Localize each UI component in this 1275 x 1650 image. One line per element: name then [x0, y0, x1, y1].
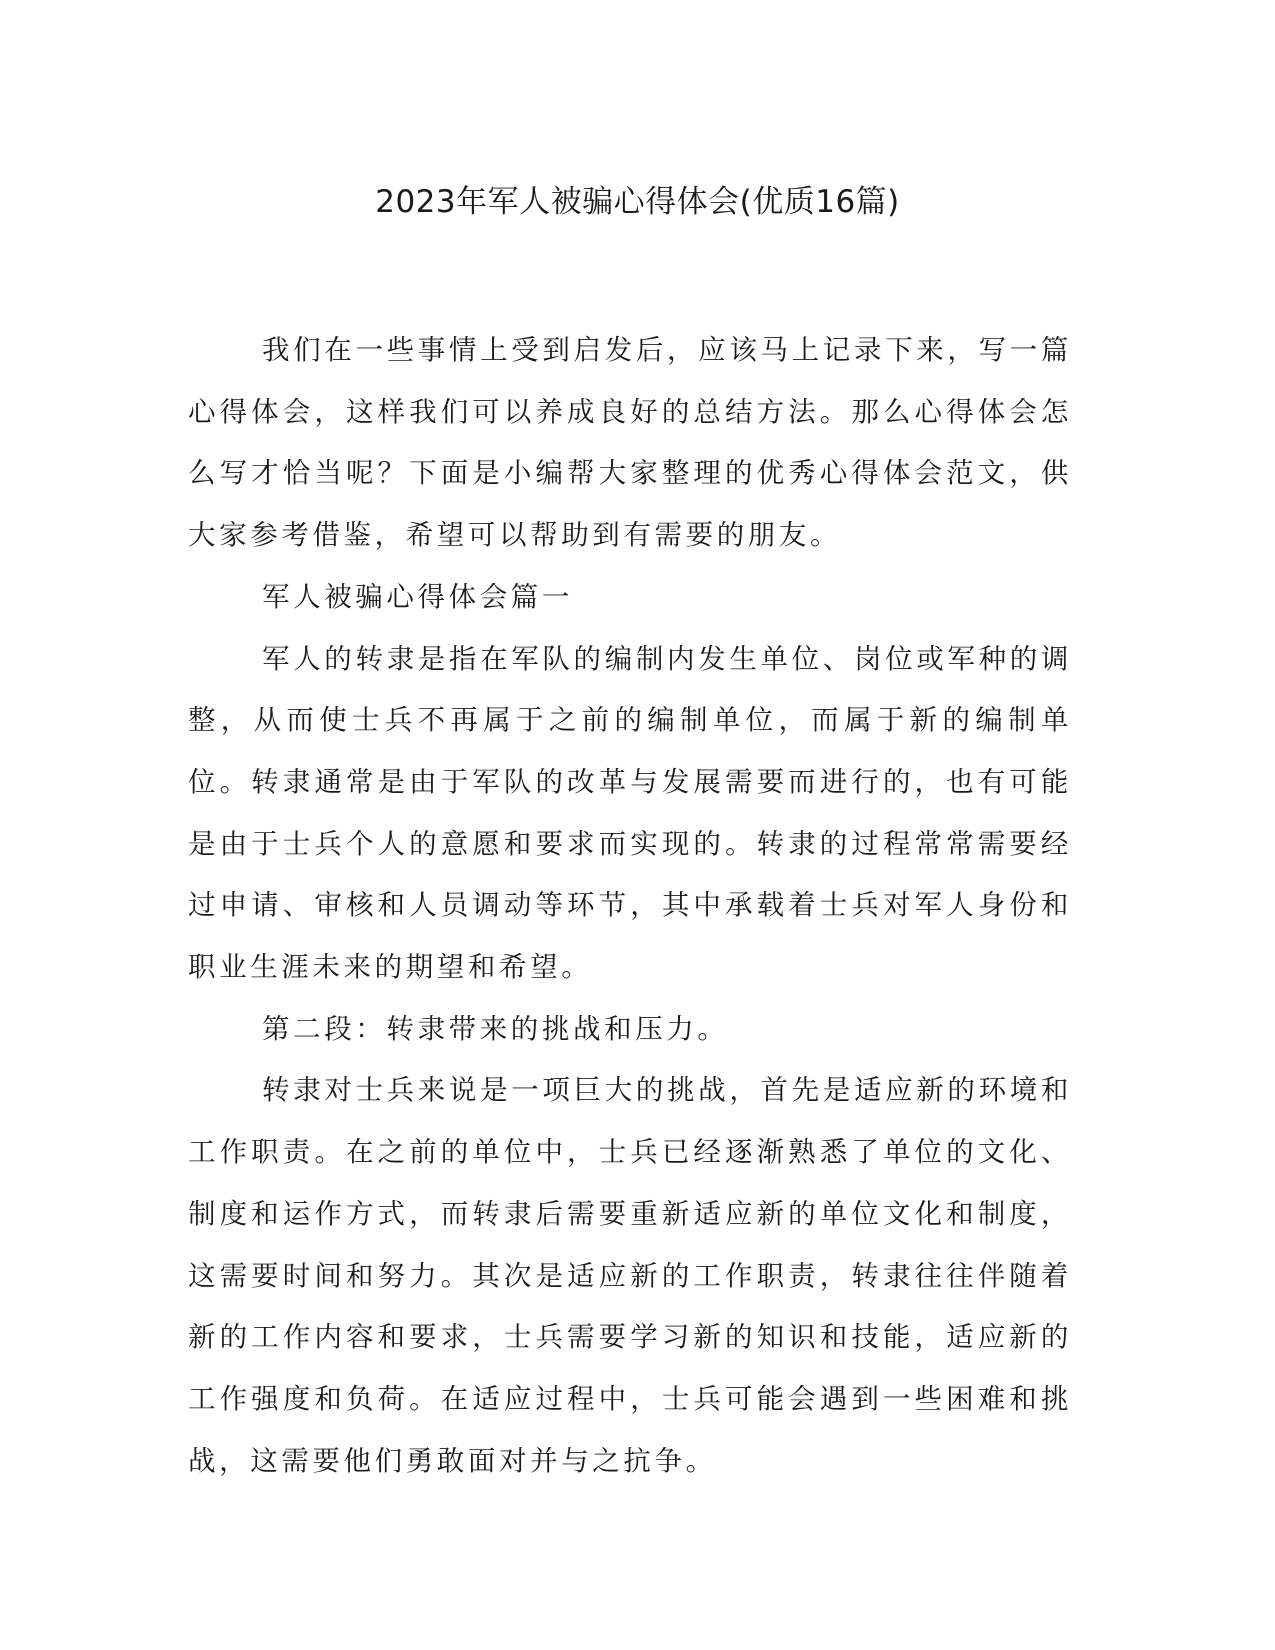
section-heading: 第二段：转隶带来的挑战和压力。	[262, 1012, 729, 1045]
document-title: 2023年军人被骗心得体会(优质16篇)	[375, 184, 900, 220]
intro-paragraph: 我们在一些事情上受到启发后，应该马上记录下来，写一篇心得体会，这样我们可以养成良好的总结方法。那么心得体会怎么写才恰当呢？下面是小编帮大家整理的优秀心得体会范文，供大家参考借鉴，希望可以帮助到有需要的朋友。	[188, 334, 1072, 552]
section-heading: 军人被骗心得体会篇一	[262, 580, 573, 613]
document-body	[188, 320, 1072, 1492]
body-paragraph: 军人的转隶是指在军队的编制内发生单位、岗位或军种的调整，从而使士兵不再属于之前的编制单位，而属于新的编制单位。转隶通常是由于军队的改革与发展需要而进行的，也有可能是由于士兵个人的意愿和要求而实现的。转隶的过程常常需要经过申请、审核和人员调动等环节，其中承载着士兵对军人身份和职业生涯未来的期望和希望。	[188, 642, 1072, 984]
body-paragraph: 转隶对士兵来说是一项巨大的挑战，首先是适应新的环境和工作职责。在之前的单位中，士兵已经逐渐熟悉了单位的文化、制度和运作方式，而转隶后需要重新适应新的单位文化和制度，这需要时间和努力。其次是适应新的工作职责，转隶往往伴随着新的工作内容和要求，士兵需要学习新的知识和技能，适应新的工作强度和负荷。在适应过程中，士兵可能会遇到一些困难和挑战，这需要他们勇敢面对并与之抗争。	[188, 1074, 1072, 1477]
